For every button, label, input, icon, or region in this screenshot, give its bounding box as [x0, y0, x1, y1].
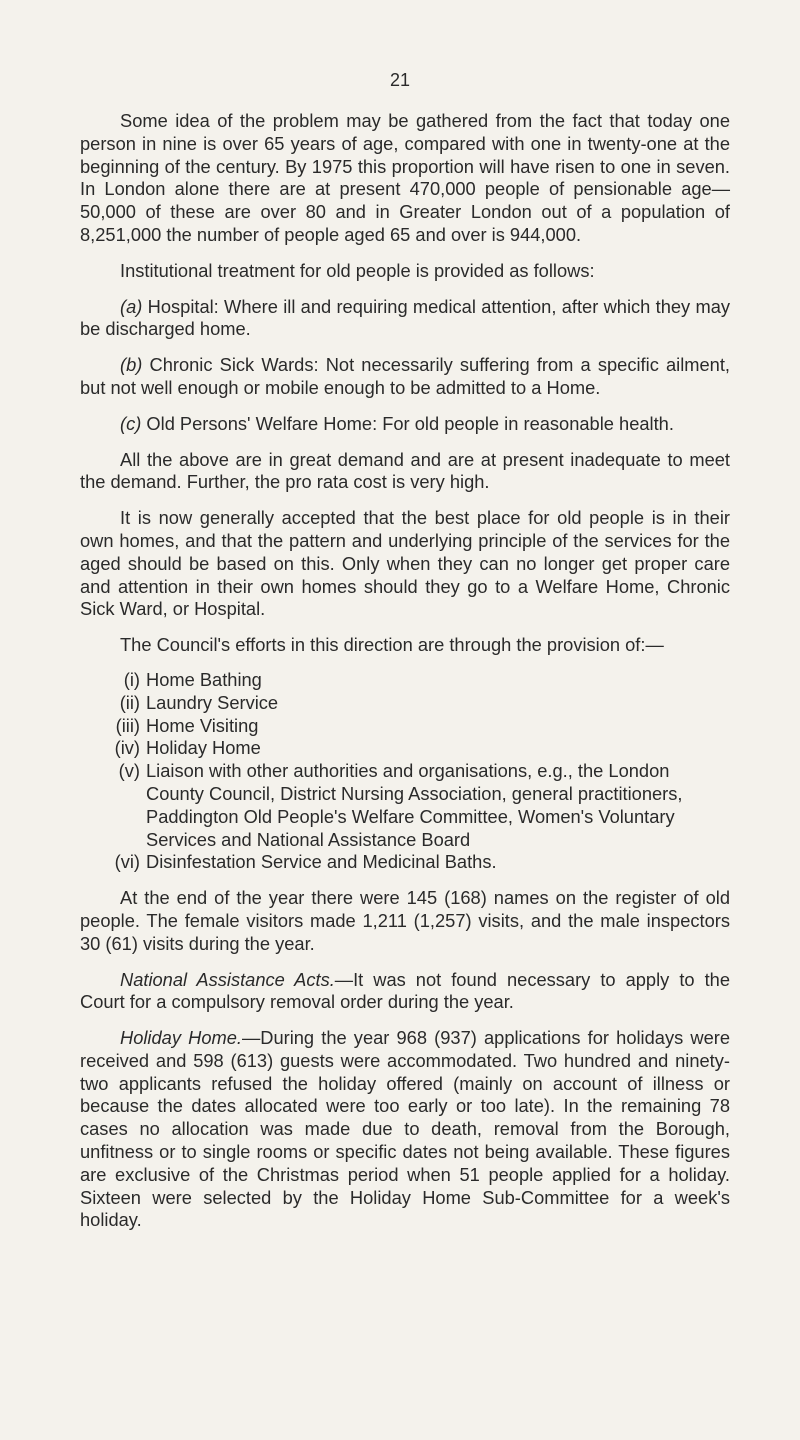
- section-text: —It was not found necessary to apply to the Court for a compulsory removal order during the year.: [80, 968, 730, 1013]
- list-number: (v): [118, 760, 140, 782]
- section-heading: National Assistance Acts.: [120, 968, 335, 990]
- list-text: Laundry Service: [146, 691, 279, 713]
- item-marker: (a): [120, 295, 143, 317]
- list-text: Home Visiting: [146, 714, 259, 736]
- institution-item-chronic-sick-wards: [80, 354, 730, 400]
- list-number: (vi): [114, 851, 140, 873]
- paragraph-holiday-home: [80, 1027, 730, 1232]
- paragraph-demand: All the above are in great demand and are at present inadequate to meet the demand. Further, the pro rata cost is very high.: [80, 448, 730, 493]
- list-number: (ii): [119, 691, 140, 713]
- page-number: 21: [389, 70, 411, 90]
- paragraph-institutional-intro: Institutional treatment for old people is provided as follows:: [120, 259, 595, 281]
- paragraph-population: Some idea of the problem may be gathered from the fact that today one person in nine is over 65 years of age, compared with one in twenty-one at the beginning of the century. By 1975 this proportion will have risen to one in seven. In London alone there are at present 470,000 people of pensionable age—50,000 of these are over 80 and in Greater London out of a population of 8,251,000 the number of people aged 65 and over is 944,000.: [80, 110, 730, 245]
- institution-item-hospital: [80, 296, 730, 342]
- institution-item-welfare-home: [80, 413, 730, 436]
- section-heading: Holiday Home.: [120, 1027, 242, 1049]
- list-item: [80, 737, 730, 760]
- paragraph-register: At the end of the year there were 145 (168) names on the register of old people. The female visitors made 1,211 (1,257) visits, and the male inspectors 30 (61) visits during the year.: [80, 887, 730, 954]
- item-marker: (b): [120, 354, 143, 376]
- list-number: (iv): [114, 737, 140, 759]
- item-text: Old Persons' Welfare Home: For old people in reasonable health.: [141, 412, 674, 434]
- list-text: Liaison with other authorities and organisations, e.g., the London County Council, District Nursing Association, general practitioners, Paddington Old People's Welfare Committee, Women's Voluntary Services and National Assistance Board: [146, 760, 683, 850]
- item-text: Chronic Sick Wards: Not necessarily suffering from a specific ailment, but not well enough or mobile enough to be admitted to a Home.: [80, 354, 730, 398]
- list-item: [80, 760, 730, 851]
- provisions-list: [80, 669, 730, 874]
- list-item: [80, 669, 730, 692]
- page-body: [80, 110, 730, 1245]
- section-text: —During the year 968 (937) applications for holidays were received and 598 (613) guests were accommodated. Two hundred and ninety-two applicants refused the holiday offered (mainly on account of illness or because the dates allocated were too early or too late). In the remaining 78 cases no allocation was made due to death, removal from the Borough, unfitness or to single rooms or specific dates not being available. These figures are exclusive of the Christmas period when 51 people applied for a holiday. Sixteen were selected by the Holiday Home Sub-Committee for a week's holiday.: [80, 1027, 730, 1231]
- list-item: [80, 692, 730, 715]
- item-text: Hospital: Where ill and requiring medical attention, after which they may be discharged home.: [80, 295, 730, 340]
- list-number: (iii): [115, 714, 140, 736]
- list-item: [80, 715, 730, 738]
- list-item: [80, 851, 730, 874]
- list-number: (i): [123, 668, 140, 690]
- paragraph-own-homes: It is now generally accepted that the best place for old people is in their own homes, and that the pattern and underlying principle of the services for the aged should be based on this. Only when they can no longer get proper care and attention in their own homes should they go to a Welfare Home, Chronic Sick Ward, or Hospital.: [80, 507, 730, 620]
- item-marker: (c): [120, 412, 142, 434]
- list-text: Disinfestation Service and Medicinal Baths.: [146, 851, 497, 873]
- list-text: Holiday Home: [146, 737, 261, 759]
- list-text: Home Bathing: [146, 668, 262, 690]
- paragraph-national-assistance: [80, 969, 730, 1015]
- paragraph-council-efforts: The Council's efforts in this direction are through the provision of:—: [120, 634, 664, 656]
